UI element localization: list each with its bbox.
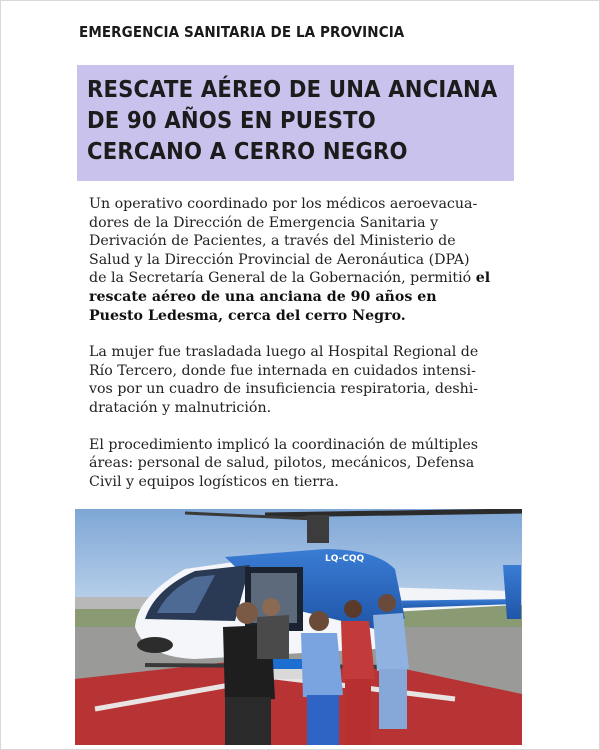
p1-line: Salud y la Dirección Provincial de Aeronáutica (DPA) xyxy=(89,251,470,268)
person-gray xyxy=(257,615,289,659)
p2-line: vos por un cuadro de insuficiencia respiratoria, deshi- xyxy=(89,381,479,398)
headline-line-2: DE 90 AÑOS EN PUESTO xyxy=(87,106,376,134)
cabin-interior xyxy=(251,573,297,623)
p3-line: Civil y equipos logísticos en tierra. xyxy=(89,473,339,490)
person-head xyxy=(236,602,258,624)
helicopter-photo xyxy=(75,509,522,745)
helicopter-rescue-illustration xyxy=(75,509,522,745)
p2-line: Río Tercero, donde fue internada en cuidados intensi- xyxy=(89,362,476,379)
paragraph-3 xyxy=(89,436,499,492)
paragraph-2 xyxy=(89,343,499,417)
nose-light xyxy=(137,637,173,653)
person-head xyxy=(262,598,280,616)
p2-line: La mujer fue trasladada luego al Hospital Regional de xyxy=(89,344,479,361)
person-scrubs-legs xyxy=(379,669,407,729)
p1-line: Un operativo coordinado por los médicos aeroevacua- xyxy=(89,196,478,212)
p1-line: de la Secretaría General de la Gobernación, permitió xyxy=(89,270,476,287)
person-head xyxy=(344,600,362,618)
headline xyxy=(87,74,511,167)
article-body xyxy=(89,195,499,509)
person-lightblue-legs xyxy=(307,695,339,745)
person-head xyxy=(378,594,396,612)
person-red xyxy=(341,621,375,681)
headline-line-3: CERCANO A CERRO NEGRO xyxy=(87,137,408,165)
headline-line-1: RESCATE AÉREO DE UNA ANCIANA xyxy=(87,75,498,103)
person-red-legs xyxy=(345,679,371,745)
p2-line: dratación y malnutrición. xyxy=(89,399,272,416)
person-head xyxy=(309,611,329,631)
p3-line: áreas: personal de salud, pilotos, mecánicos, Defensa xyxy=(89,455,475,472)
person-dark-legs xyxy=(225,697,271,745)
section-kicker: EMERGENCIA SANITARIA DE LA PROVINCIA xyxy=(79,23,405,41)
paragraph-1 xyxy=(89,195,499,325)
p1-bold: el xyxy=(475,270,491,287)
rotor-hub xyxy=(307,515,329,543)
headline-box xyxy=(77,65,514,181)
p1-bold-line: rescate aéreo de una anciana de 90 años en xyxy=(89,288,437,305)
p1-bold-line: Puesto Ledesma, cerca del cerro Negro. xyxy=(89,307,406,324)
p1-line: dores de la Dirección de Emergencia Sanitaria y xyxy=(89,214,439,231)
tail-code: LQ-CQQ xyxy=(325,554,365,564)
p1-line-mixed xyxy=(89,269,499,288)
p1-line: Derivación de Pacientes, a través del Ministerio de xyxy=(89,233,456,250)
person-lightblue xyxy=(301,633,343,697)
p3-line: El procedimiento implicó la coordinación de múltiples xyxy=(89,436,479,453)
person-scrubs xyxy=(373,613,409,671)
